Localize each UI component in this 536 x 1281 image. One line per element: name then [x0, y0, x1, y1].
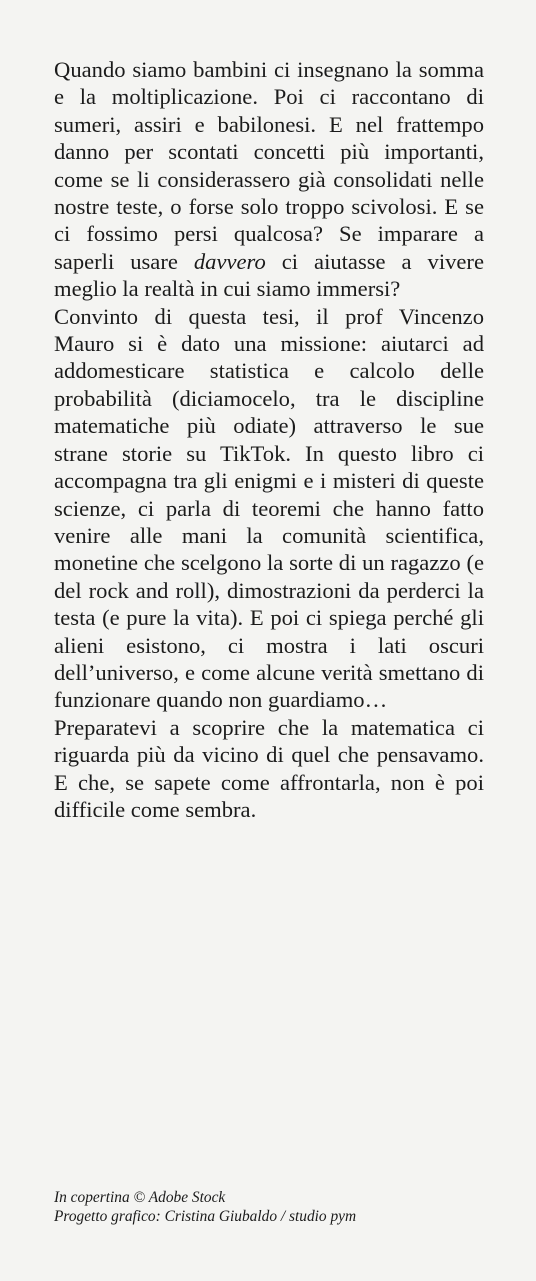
blurb-emphasis: davvero	[193, 248, 266, 274]
blurb-paragraph-1-text-end: ci aiutasse a vivere meglio la realtà in cui siamo immersi?	[54, 248, 484, 302]
cover-credit: In copertina © Adobe Stock	[54, 1189, 226, 1206]
blurb-paragraph-1	[54, 56, 484, 303]
book-blurb	[54, 56, 484, 823]
credits	[54, 1188, 494, 1226]
design-credit: Progetto grafico: Cristina Giubaldo / studio pym	[54, 1208, 357, 1226]
blurb-paragraph-2: Convinto di questa tesi, il prof Vincenzo Mauro si è dato una missione: aiutarci ad addomesticare statistica e calcolo delle probabilità (diciamocelo, tra le discipline matematiche più odiate) attraverso le sue strane storie su TikTok. In questo libro ci accompagna tra gli enigmi e i misteri di queste scienze, ci parla di teoremi che hanno fatto venire alle mani la comunità scientifica, monetine che scelgono la sorte di un ragazzo (e del rock and roll), dimostrazioni da perderci la testa (e pure la vita). E poi ci spiega perché gli alieni esistono, ci mostra i lati oscuri dell’universo, e come alcune verità smettano di funzionare quando non guardiamo…	[54, 303, 484, 713]
blurb-paragraph-1-text: Quando siamo bambini ci insegnano la somma e la moltiplicazione. Poi ci raccontano di sumeri, assiri e babilonesi. E nel frattempo danno per scontati concetti più importanti, come se li considerassero già consolidati nelle nostre teste, o forse solo troppo scivolosi. E se ci fossimo persi qualcosa? Se imparare a saperli usare	[54, 57, 484, 274]
blurb-paragraph-3: Preparatevi a scoprire che la matematica ci riguarda più da vicino di quel che pensavamo. E che, se sapete come affrontarla, non è poi difficile come sembra.	[54, 714, 484, 822]
